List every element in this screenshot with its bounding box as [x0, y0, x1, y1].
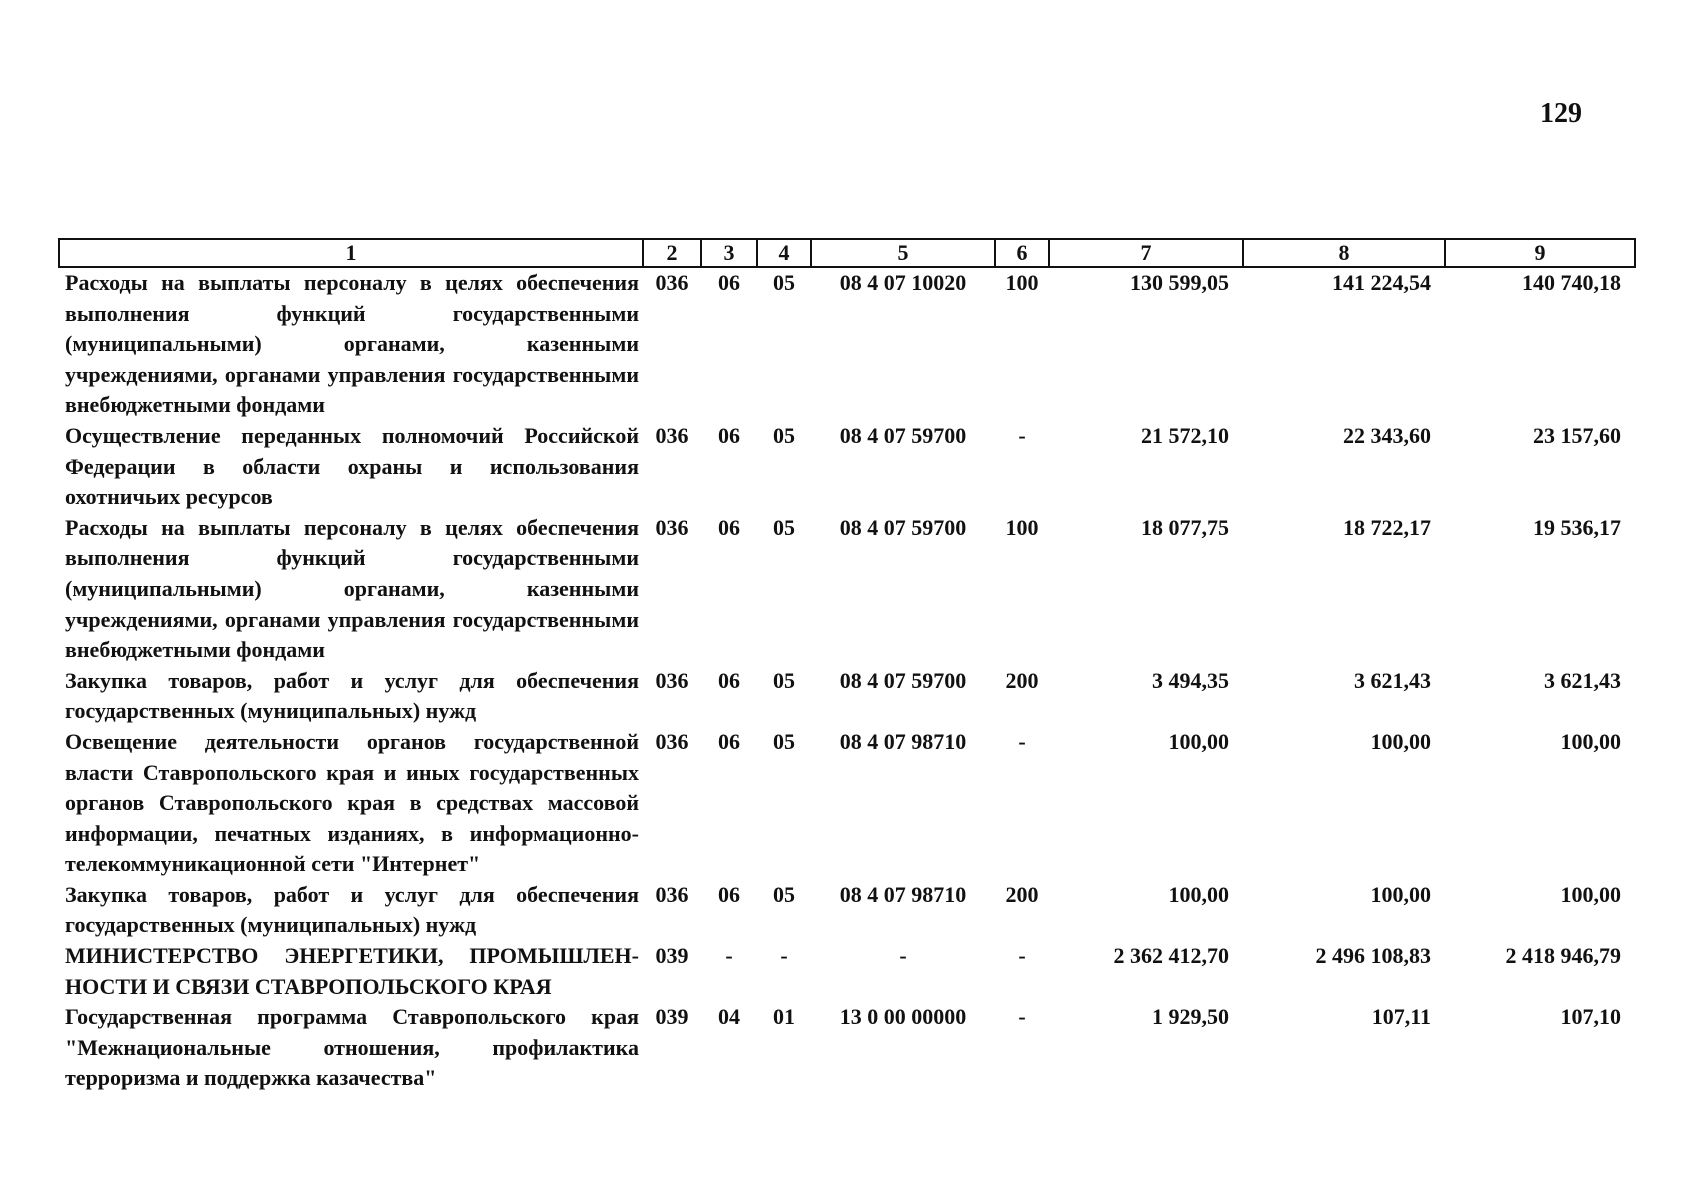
- cell-section: 06: [718, 881, 740, 907]
- column-header: 6: [995, 239, 1049, 267]
- cell-expense-type: 100: [1005, 514, 1039, 540]
- cell-amount-8: 100,00: [1370, 881, 1431, 907]
- column-header: 1: [59, 239, 643, 267]
- cell-section: 06: [718, 667, 740, 693]
- cell-ministry-code: 039: [655, 1004, 689, 1030]
- cell-amount-8: 141 224,54: [1332, 270, 1431, 295]
- cell-target-article: 08 4 07 98710: [839, 728, 967, 754]
- table-row: [59, 941, 1635, 1002]
- cell-target-article: 08 4 07 59700: [839, 422, 967, 448]
- cell-expense-type: 200: [1005, 881, 1039, 907]
- cell-subsection: 05: [773, 270, 795, 295]
- cell-expense-type: 200: [1005, 667, 1039, 693]
- cell-amount-7: 130 599,05: [1130, 270, 1229, 295]
- cell-section: 04: [718, 1004, 740, 1030]
- cell-subsection: 01: [773, 1004, 795, 1030]
- row-name: Освещение деятельности органов государственной власти Ставропольского края и иных государственных органов Ставропольского края в средствах массовой информации, печатных изданиях, в информационно-телекоммуникационной сети "Интернет": [65, 728, 639, 877]
- cell-target-article: 08 4 07 10020: [839, 270, 967, 295]
- cell-subsection: 05: [773, 728, 795, 754]
- budget-table: [58, 238, 1636, 1094]
- column-header: 3: [701, 239, 757, 267]
- cell-expense-type: -: [1018, 943, 1026, 969]
- cell-amount-9: 23 157,60: [1533, 422, 1621, 448]
- cell-expense-type: -: [1018, 422, 1026, 448]
- cell-subsection: 05: [773, 514, 795, 540]
- table-row: [59, 1002, 1635, 1094]
- column-header: 2: [643, 239, 701, 267]
- column-header: 4: [757, 239, 811, 267]
- cell-amount-8: 107,11: [1371, 1004, 1431, 1030]
- cell-subsection: 05: [773, 422, 795, 448]
- column-header: 7: [1049, 239, 1243, 267]
- row-name: Закупка товаров, работ и услуг для обеспечения государственных (муниципальных) нужд: [65, 667, 639, 724]
- cell-amount-7: 1 929,50: [1152, 1004, 1229, 1030]
- cell-ministry-code: 036: [655, 422, 689, 448]
- cell-amount-8: 3 621,43: [1354, 667, 1431, 693]
- cell-target-article: 13 0 00 00000: [839, 1004, 967, 1030]
- column-header: 8: [1243, 239, 1445, 267]
- cell-section: 06: [718, 270, 740, 295]
- cell-amount-7: 21 572,10: [1141, 422, 1229, 448]
- cell-target-article: 08 4 07 59700: [839, 514, 967, 540]
- cell-amount-9: 107,10: [1560, 1004, 1621, 1030]
- cell-amount-9: 100,00: [1560, 881, 1621, 907]
- page-number: 129: [1540, 98, 1582, 129]
- column-header: 9: [1445, 239, 1635, 267]
- cell-amount-9: 140 740,18: [1522, 270, 1621, 295]
- cell-subsection: 05: [773, 881, 795, 907]
- cell-ministry-code: 036: [655, 514, 689, 540]
- cell-amount-9: 19 536,17: [1533, 514, 1621, 540]
- row-name: Расходы на выплаты персоналу в целях обеспечения выполнения функций государственными (муниципальными) органами, казенными учреждениями, органами управления государственными внебюджетными фондами: [65, 270, 639, 418]
- cell-section: 06: [718, 728, 740, 754]
- row-name: Осуществление переданных полномочий Российской Федерации в области охраны и использования охотничьих ресурсов: [65, 422, 639, 510]
- cell-expense-type: 100: [1005, 270, 1039, 295]
- row-name: МИНИСТЕРСТВО ЭНЕРГЕТИКИ, ПРОМЫШЛЕН-НОСТИ И СВЯЗИ СТАВРОПОЛЬСКОГО КРАЯ: [65, 943, 639, 999]
- table-header-row: [59, 239, 1635, 267]
- cell-amount-9: 100,00: [1560, 728, 1621, 754]
- cell-amount-8: 100,00: [1370, 728, 1431, 754]
- table-row: [59, 727, 1635, 880]
- cell-amount-9: 2 418 946,79: [1505, 943, 1621, 969]
- cell-amount-9: 3 621,43: [1544, 667, 1621, 693]
- table-row: [59, 880, 1635, 941]
- cell-expense-type: -: [1018, 1004, 1026, 1030]
- cell-ministry-code: 036: [655, 881, 689, 907]
- cell-amount-7: 100,00: [1168, 728, 1229, 754]
- table-row: [59, 267, 1635, 421]
- cell-ministry-code: 039: [655, 943, 689, 969]
- column-header: 5: [811, 239, 995, 267]
- cell-amount-8: 2 496 108,83: [1315, 943, 1431, 969]
- cell-target-article: 08 4 07 98710: [839, 881, 967, 907]
- cell-section: 06: [718, 422, 740, 448]
- cell-target-article: 08 4 07 59700: [839, 667, 967, 693]
- cell-ministry-code: 036: [655, 270, 689, 295]
- row-name: Государственная программа Ставропольского края "Межнациональные отношения, профилактика терроризма и поддержка казачества": [65, 1004, 639, 1091]
- row-name: Расходы на выплаты персоналу в целях обеспечения выполнения функций государственными (муниципальными) органами, казенными учреждениями, органами управления государственными внебюджетными фондами: [65, 514, 639, 663]
- row-name: Закупка товаров, работ и услуг для обеспечения государственных (муниципальных) нужд: [65, 881, 639, 938]
- cell-amount-8: 18 722,17: [1343, 514, 1431, 540]
- table-row: [59, 513, 1635, 666]
- cell-subsection: 05: [773, 667, 795, 693]
- cell-ministry-code: 036: [655, 667, 689, 693]
- cell-section: -: [725, 943, 733, 969]
- cell-amount-7: 3 494,35: [1152, 667, 1229, 693]
- cell-amount-7: 18 077,75: [1141, 514, 1229, 540]
- cell-amount-7: 100,00: [1168, 881, 1229, 907]
- cell-amount-8: 22 343,60: [1343, 422, 1431, 448]
- cell-subsection: -: [780, 943, 788, 969]
- table-row: [59, 666, 1635, 727]
- cell-amount-7: 2 362 412,70: [1113, 943, 1229, 969]
- cell-expense-type: -: [1018, 728, 1026, 754]
- table-row: [59, 421, 1635, 513]
- cell-section: 06: [718, 514, 740, 540]
- cell-ministry-code: 036: [655, 728, 689, 754]
- cell-target-article: -: [899, 943, 907, 969]
